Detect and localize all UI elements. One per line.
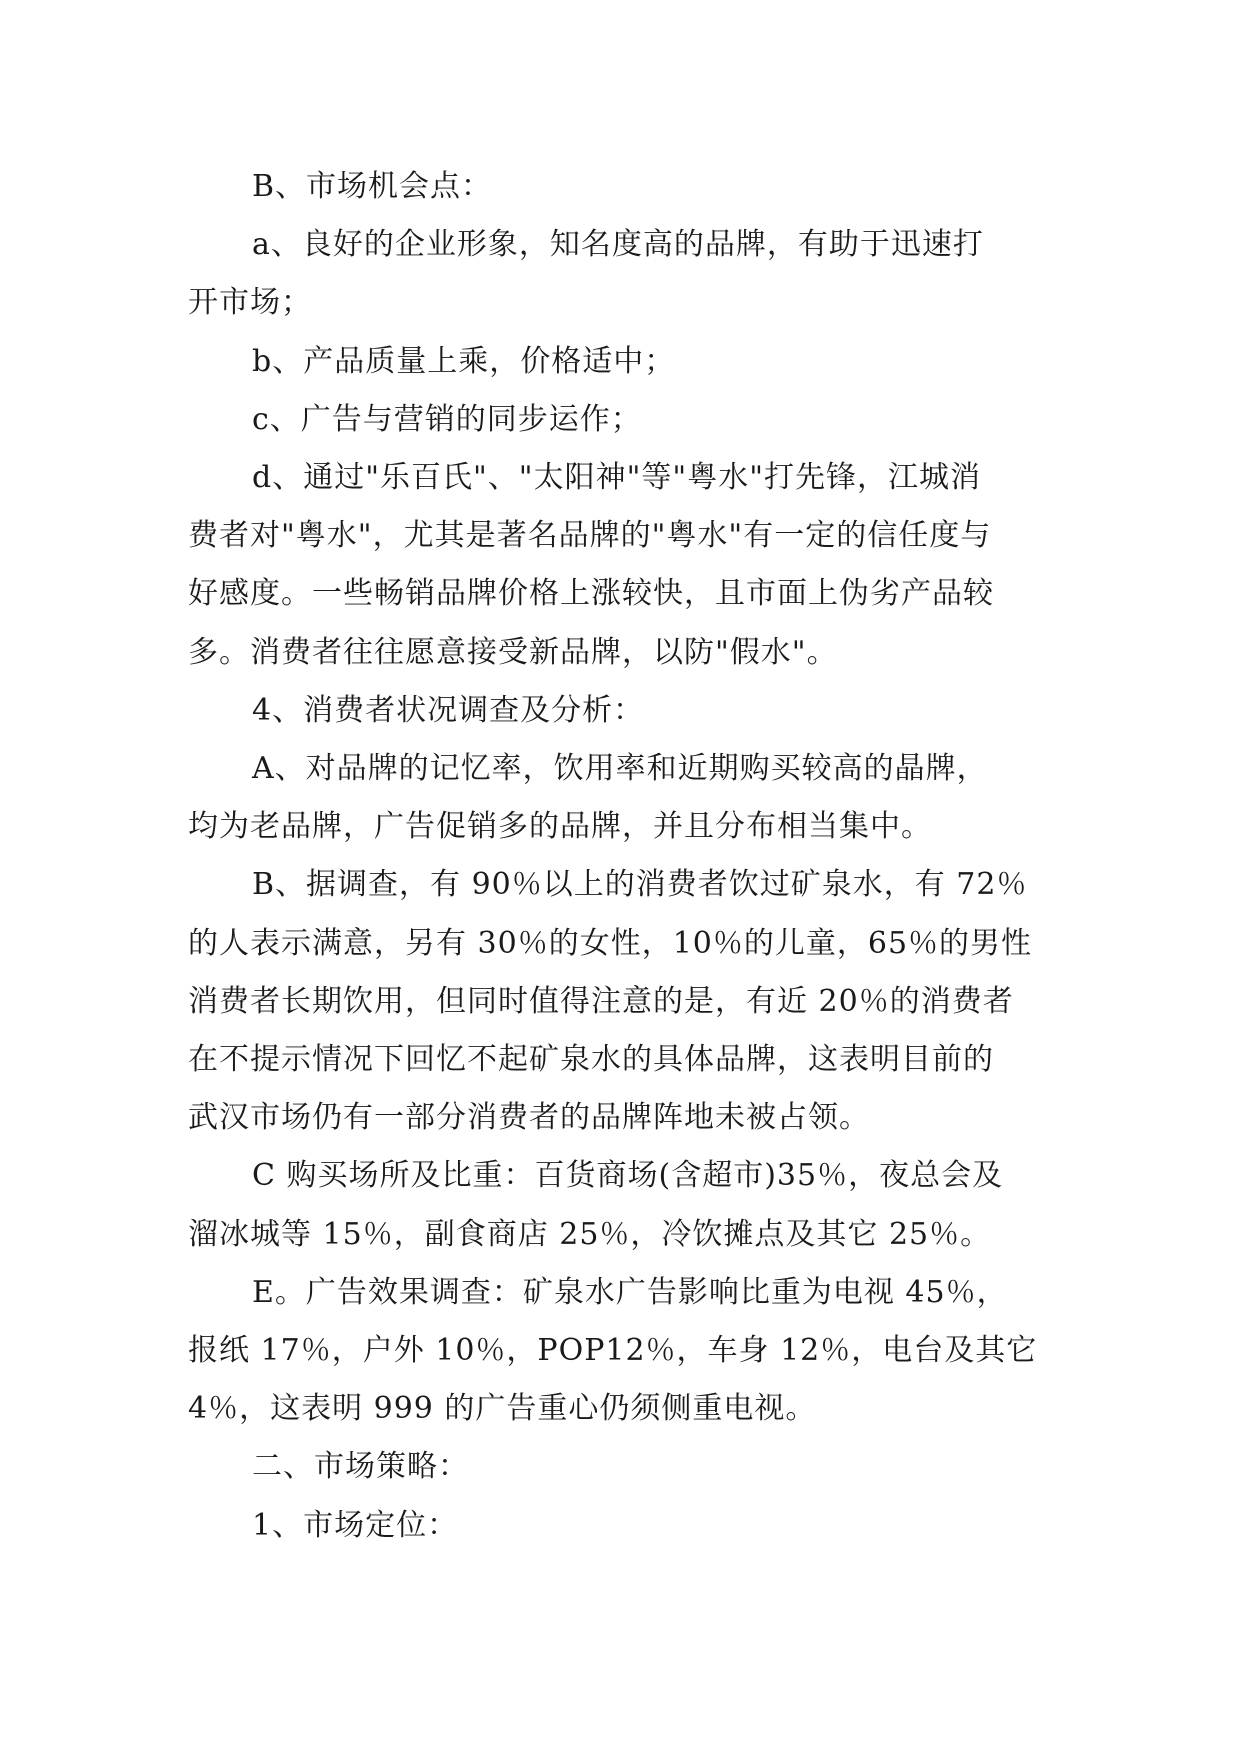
text-line: c、广告与营销的同步运作； bbox=[252, 401, 642, 437]
text-line: 费者对"粤水"，尤其是著名品牌的"粤水"有一定的信任度与 bbox=[188, 518, 992, 554]
paragraph-consumer-survey-heading bbox=[188, 682, 1068, 740]
text-line: 开市场； bbox=[188, 285, 312, 321]
text-line: 溜冰城等 15％，副食商店 25％，冷饮摊点及其它 25％。 bbox=[188, 1216, 992, 1252]
text-line: 好感度。一些畅销品牌价格上涨较快，且市面上伪劣产品较 bbox=[188, 576, 994, 612]
text-line: 消费者长期饮用，但同时值得注意的是，有近 20％的消费者 bbox=[188, 983, 1014, 1019]
text-line: 多。消费者往往愿意接受新品牌，以防"假水"。 bbox=[188, 634, 838, 670]
paragraph-survey-c bbox=[188, 1147, 1068, 1263]
text-line: b、产品质量上乘，价格适中； bbox=[252, 343, 676, 379]
text-line: 二、市场策略： bbox=[252, 1449, 469, 1485]
paragraph-survey-b bbox=[188, 856, 1068, 1147]
paragraph-opportunity-d bbox=[188, 449, 1068, 682]
text-line: 均为老品牌，广告促销多的品牌，并且分布相当集中。 bbox=[188, 809, 932, 845]
text-line: 4、消费者状况调查及分析： bbox=[252, 692, 645, 728]
text-line: C 购买场所及比重：百货商场(含超市)35％，夜总会及 bbox=[252, 1158, 1004, 1194]
text-line: 武汉市场仍有一部分消费者的品牌阵地未被占领。 bbox=[188, 1100, 870, 1136]
paragraph-survey-a bbox=[188, 740, 1068, 856]
paragraph-market-positioning-heading bbox=[188, 1497, 1068, 1555]
paragraph-opportunity-c bbox=[188, 391, 1068, 449]
document-body bbox=[188, 158, 1068, 1555]
text-line: 1、市场定位： bbox=[252, 1507, 459, 1543]
paragraph-market-strategy-heading bbox=[188, 1438, 1068, 1496]
paragraph-market-opportunity-heading bbox=[188, 158, 1068, 216]
text-line: B、据调查，有 90％以上的消费者饮过矿泉水，有 72％ bbox=[252, 867, 1028, 903]
paragraph-survey-e bbox=[188, 1264, 1068, 1439]
paragraph-opportunity-a bbox=[188, 216, 1068, 332]
text-line: 4％，这表明 999 的广告重心仍须侧重电视。 bbox=[188, 1391, 817, 1427]
text-line: d、通过"乐百氏"、"太阳神"等"粤水"打先锋，江城消 bbox=[252, 460, 981, 496]
paragraph-opportunity-b bbox=[188, 333, 1068, 391]
text-line: B、市场机会点： bbox=[252, 169, 493, 204]
text-line: a、良好的企业形象，知名度高的品牌，有助于迅速打 bbox=[252, 227, 984, 263]
text-line: E。广告效果调查：矿泉水广告影响比重为电视 45％， bbox=[252, 1274, 1008, 1310]
text-line: A、对品牌的记忆率，饮用率和近期购买较高的晶牌， bbox=[252, 751, 988, 787]
text-line: 的人表示满意，另有 30％的女性，10％的儿童，65％的男性 bbox=[188, 925, 1033, 961]
text-line: 报纸 17％，户外 10％，POP12％，车身 12％，电台及其它 bbox=[188, 1333, 1038, 1369]
text-line: 在不提示情况下回忆不起矿泉水的具体品牌，这表明目前的 bbox=[188, 1042, 994, 1078]
